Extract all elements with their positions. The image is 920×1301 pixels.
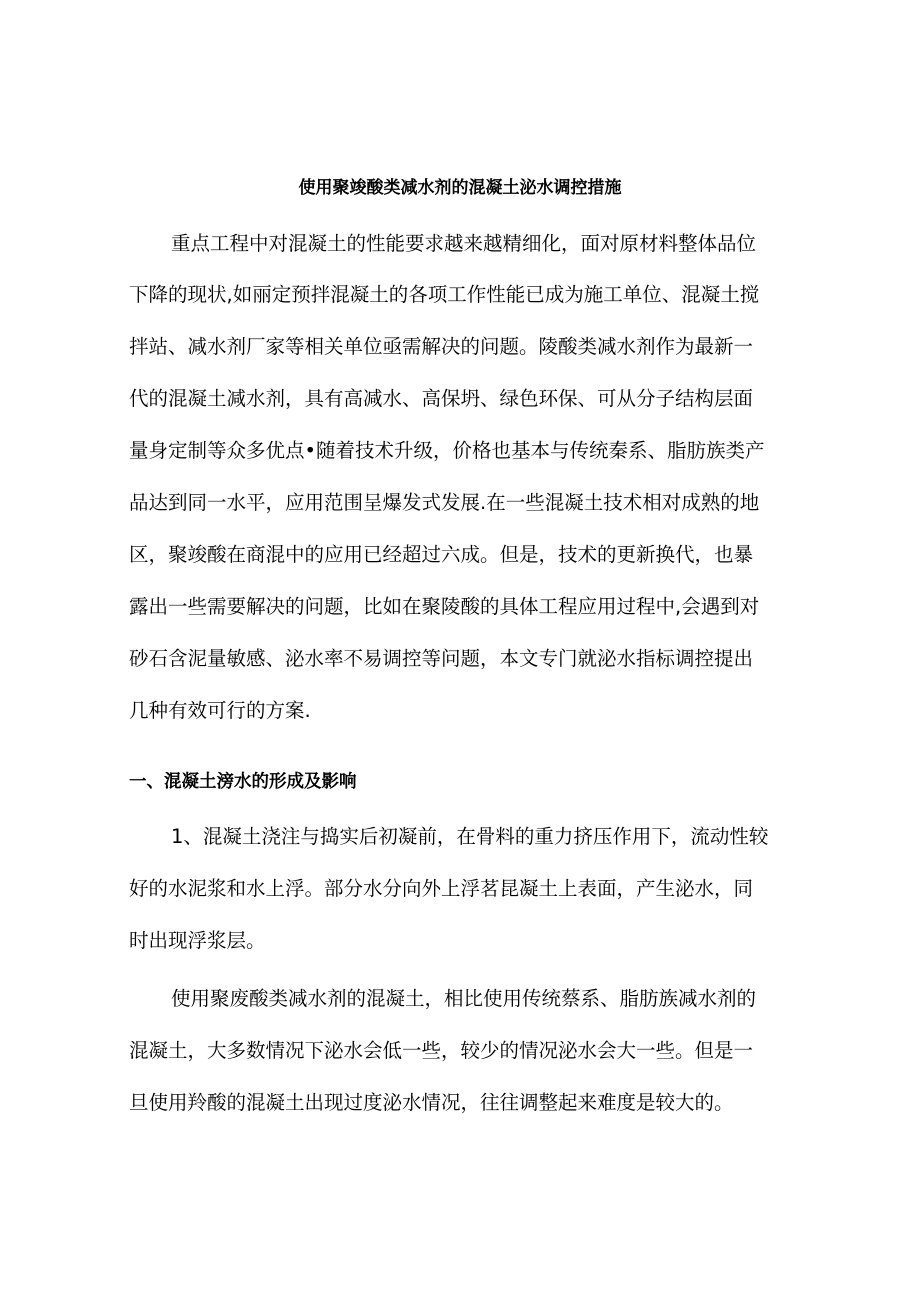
section-line: 好的水泥浆和水上浮。部分水分向外上浮茗昆凝土上表面，产生泌水，同 — [129, 877, 754, 900]
section-line: 1、混凝土浇注与捣实后初凝前，在骨料的重力挤压作用下，流动性较 — [171, 825, 769, 848]
intro-line: 砂石含泥量敏感、泌水率不易调控等问题，本文专门就泌水指标调控提出 — [129, 647, 754, 670]
intro-line: 下降的现状,如丽定预拌混凝土的各项工作性能已成为施工单位、混凝土搅 — [129, 283, 760, 306]
intro-line: 品达到同一水平，应用范围呈爆发式发展.在一些混凝土技术相对成熟的地 — [129, 491, 760, 514]
section-line: 时出现浮浆层。 — [129, 929, 266, 952]
intro-line: 重点工程中对混凝土的性能要求越来越精细化，面对原材料整体品位 — [171, 232, 757, 255]
intro-line: 拌站、减水剂厂家等相关单位亟需解决的问题。陵酸类减水剂作为最新一 — [129, 335, 754, 358]
section-line: 旦使用羚酸的混凝土出现过度泌水情况，往往调整起来难度是较大的。 — [129, 1091, 734, 1114]
intro-line: 几种有效可行的方案. — [129, 699, 311, 722]
intro-line: 区，聚竣酸在商混中的应用已经超过六成。但是，技术的更新换代，也暴 — [129, 543, 754, 566]
section-line: 混凝土，大多数情况下泌水会低一些，较少的情况泌水会大一些。但是一 — [129, 1039, 754, 1062]
document-title: 使用聚竣酸类减水剂的混凝土泌水调控措施 — [298, 178, 622, 198]
intro-line: 露出一些需要解决的问题，比如在聚陵酸的具体工程应用过程中,会遇到对 — [129, 595, 760, 618]
section-line: 使用聚废酸类减水剂的混凝土，相比使用传统蔡系、脂肪族减水剂的 — [171, 987, 757, 1010]
intro-line: 量身定制等众多优点•随着技术升级，价格也基本与传统秦系、脂肪族类产 — [129, 439, 765, 462]
intro-line: 代的混凝土减水剂，具有高减水、高保坍、绿色环保、可从分子结构层面 — [129, 387, 754, 410]
section-heading: 一、混凝土滂水的形成及影响 — [129, 772, 357, 792]
